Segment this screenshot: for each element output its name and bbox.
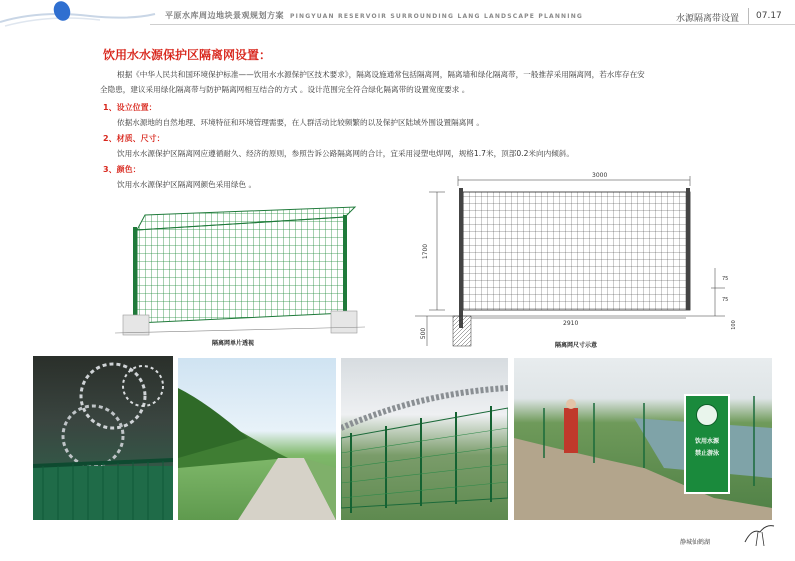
header-title: [165, 10, 583, 21]
header-title-cn: 平原水库周边地块景观规划方案: [165, 11, 284, 20]
intro-line-2: 全隐患，建议采用绿化隔离带与防护隔离网相互结合的方式 。设计范围完全符合绿化隔离带的设置宽度要求 。: [100, 85, 470, 94]
photo-reservoir-sign: [514, 358, 772, 520]
item-1-text: 依据水源地的自然地理、环境特征和环境管理需要，在人群活动比较频繁的以及保护区陆域外围设置隔离网 。: [117, 118, 484, 127]
fence-perspective-drawing: [115, 205, 365, 345]
perspective-caption: 隔离网单片透视: [212, 340, 255, 347]
dim-right-c-label: 100: [730, 320, 737, 330]
sign-line-1: 饮用水源: [694, 438, 719, 445]
dim-right-b-label: 75: [722, 297, 729, 303]
reservoir-sign: [684, 394, 730, 494]
dim-right-a-label: 75: [722, 276, 729, 282]
sign-emblem-icon: [696, 404, 718, 426]
header-section: 水源隔离带设置: [676, 14, 740, 24]
header-logo-swoosh: [0, 0, 160, 30]
header-title-en: PINGYUAN RESERVOIR SURROUNDING LANG LANDSCAPE PLANNING: [290, 13, 584, 20]
dimension-caption: 隔离网尺寸示意: [555, 342, 598, 349]
sign-line-2: 禁止游泳: [694, 450, 719, 457]
dim-height-label: 1700: [422, 243, 430, 260]
intro-line-1: 根据《中华人民共和国环境保护标准——饮用水水源保护区技术要求》，隔离设施通常包括隔离网，隔离墙和绿化隔离带，一般推荐采用隔离网，若水库存在安: [117, 70, 645, 79]
header-divider: [748, 8, 749, 24]
fence-dimension-drawing: [415, 168, 745, 353]
item-3-label: 3、颜色：: [103, 165, 141, 174]
photo-security-fence: [341, 358, 508, 520]
photo-tree-lined-road: [178, 358, 336, 520]
page-heading: 饮用水水源保护区隔离网设置：: [103, 48, 272, 62]
item-3-text: 饮用水水源保护区隔离网颜色采用绿色 。: [117, 180, 257, 189]
crane-logo-icon: [740, 520, 780, 548]
dim-inner-label: 2910: [563, 320, 579, 327]
item-2-text: 饮用水水源保护区隔离网应遵循耐久、经济的原则，参照告诉公路隔离网的合计，宜采用浸塑电焊网，规格1.7米，顶部0.2米向内倾斜。: [117, 149, 574, 158]
header-page-number: 07.17: [756, 11, 782, 21]
dim-top-label: 3000: [592, 172, 608, 179]
photo-razor-wire: [33, 356, 173, 520]
item-2-label: 2、材质、尺寸：: [103, 134, 165, 143]
header-rule: [150, 24, 795, 25]
footer-brand: 静城仙鹤湖: [680, 539, 711, 546]
item-1-label: 1、设立位置：: [103, 103, 157, 112]
dim-base-label: 500: [420, 327, 428, 340]
